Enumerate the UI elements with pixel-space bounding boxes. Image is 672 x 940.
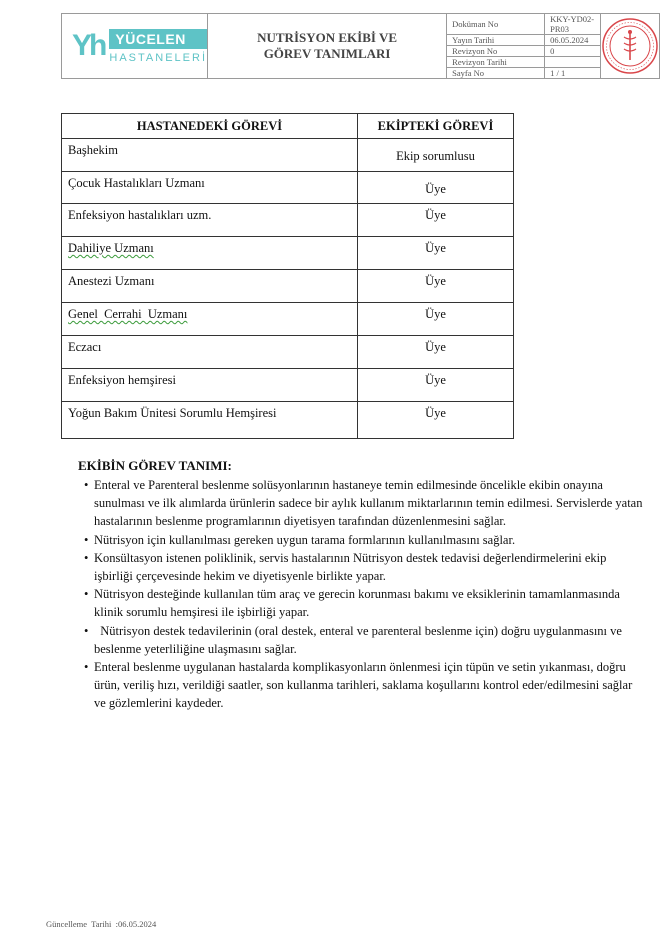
table-row: [62, 336, 514, 369]
list-item: • Nütrisyon için kullanılması gereken uygun tarama formlarının kullanılmasını sağlar.: [84, 531, 644, 549]
list-item: • Enteral ve Parenteral beslenme solüsyonlarının hastaneye temin edilmesinde öncelikle ekibin onayına sunulması ve ilk alımlarda ürünlerin sadece bir aylık kullanım miktarlarının temin edilmesi. Servislerde yatan hastalarının beslenme programlarının diyetisyen tarafından düzenlenmesini sağlar.: [84, 476, 644, 531]
meta-label: Sayfa No: [447, 68, 545, 78]
position-cell: Üye: [358, 204, 514, 237]
role-cell: Başhekim: [62, 139, 358, 172]
role-cell: Anestezi Uzmanı: [62, 270, 358, 303]
description-title: EKİBİN GÖREV TANIMI:: [78, 458, 232, 473]
table-row: [62, 139, 514, 172]
meta-value: [545, 57, 600, 67]
meta-label: Revizyon No: [447, 46, 545, 56]
position-cell: Ekip sorumlusu: [358, 139, 514, 172]
meta-label: Revizyon Tarihi: [447, 57, 545, 67]
logo-name: YÜCELEN: [109, 29, 207, 49]
table-row: [62, 303, 514, 336]
meta-row: [447, 35, 600, 46]
role-cell: [62, 237, 358, 270]
meta-label: Yayın Tarihi: [447, 35, 545, 45]
meta-row: [447, 14, 600, 35]
table-row: [62, 237, 514, 270]
position-cell: Üye: [358, 336, 514, 369]
duty-list: [84, 476, 644, 713]
title-line-1: NUTRİSYON EKİBİ VE: [257, 30, 398, 45]
document-header: [61, 13, 660, 79]
meta-value: 06.05.2024: [550, 35, 589, 45]
update-date-footer: Güncelleme Tarihi :06.05.2024: [46, 919, 157, 929]
meta-row: [447, 68, 600, 78]
ministry-seal-icon: [601, 17, 659, 75]
position-cell: Üye: [358, 369, 514, 402]
meta-value: KKY-YD02-PR03: [550, 14, 595, 34]
description-body: [84, 476, 644, 713]
table-header-row: [62, 114, 514, 139]
list-item: • Nütrisyon desteğinde kullanılan tüm araç ve gerecin korunması bakımı ve eksiklerinin tamamlanmasında klinik sorumlu hemşiresi ile işbirliği yapar.: [84, 585, 644, 621]
table-row: [62, 369, 514, 402]
position-cell: Üye: [358, 270, 514, 303]
position-cell: Üye: [358, 402, 514, 439]
meta-label: Doküman No: [447, 14, 545, 34]
logo-mark: Yh: [72, 29, 105, 62]
list-item: • Nütrisyon destek tedavilerinin (oral destek, enteral ve parenteral beslenme için) doğru uygulanmasını ve beslenme yeterliliğine ulaşmasını sağlar.: [84, 622, 644, 658]
position-cell: Üye: [358, 172, 514, 204]
role-text: Dahiliye Uzmanı: [68, 241, 154, 255]
role-cell: Eczacı: [62, 336, 358, 369]
column-header-position: EKİPTEKİ GÖREVİ: [358, 114, 514, 139]
ministry-seal: [601, 14, 659, 78]
list-item: • Enteral beslenme uygulanan hastalarda komplikasyonların önlenmesi için tüpün ve setin yıkanması, doğru ürün, veriliş hızı, verildiği saatler, son kullanma tarihleri, saklama koşullarını kontrol eder/edilmesini sağlar ve gözlemlerini kaydeder.: [84, 658, 644, 713]
title-line-2: GÖREV TANIMLARI: [263, 46, 391, 61]
position-cell: Üye: [358, 303, 514, 336]
meta-row: [447, 46, 600, 57]
role-cell: [62, 303, 358, 336]
table-row: [62, 204, 514, 237]
role-cell: Enfeksiyon hastalıkları uzm.: [62, 204, 358, 237]
position-cell: Üye: [358, 237, 514, 270]
table-row: [62, 402, 514, 439]
hospital-logo: [62, 14, 208, 78]
document-meta: [447, 14, 601, 78]
role-text: Genel Cerrahi Uzmanı: [68, 307, 188, 321]
role-cell: Yoğun Bakım Ünitesi Sorumlu Hemşiresi: [62, 402, 358, 439]
logo-subtitle: HASTANELERİ: [109, 51, 207, 64]
meta-value: 1 / 1: [550, 68, 566, 78]
document-title: [208, 14, 447, 78]
role-cell: Çocuk Hastalıkları Uzmanı: [62, 172, 358, 204]
column-header-role: HASTANEDEKİ GÖREVİ: [62, 114, 358, 139]
meta-value: 0: [550, 46, 555, 56]
table-row: [62, 270, 514, 303]
list-item: • Konsültasyon istenen poliklinik, servis hastalarının Nütrisyon destek tedavisi değerlendirmelerini ekip işbirliği çerçevesinde hekim ve diyetisyenle birlikte yapar.: [84, 549, 644, 585]
role-cell: Enfeksiyon hemşiresi: [62, 369, 358, 402]
meta-row: [447, 57, 600, 68]
team-table: [61, 113, 514, 439]
table-row: [62, 172, 514, 204]
